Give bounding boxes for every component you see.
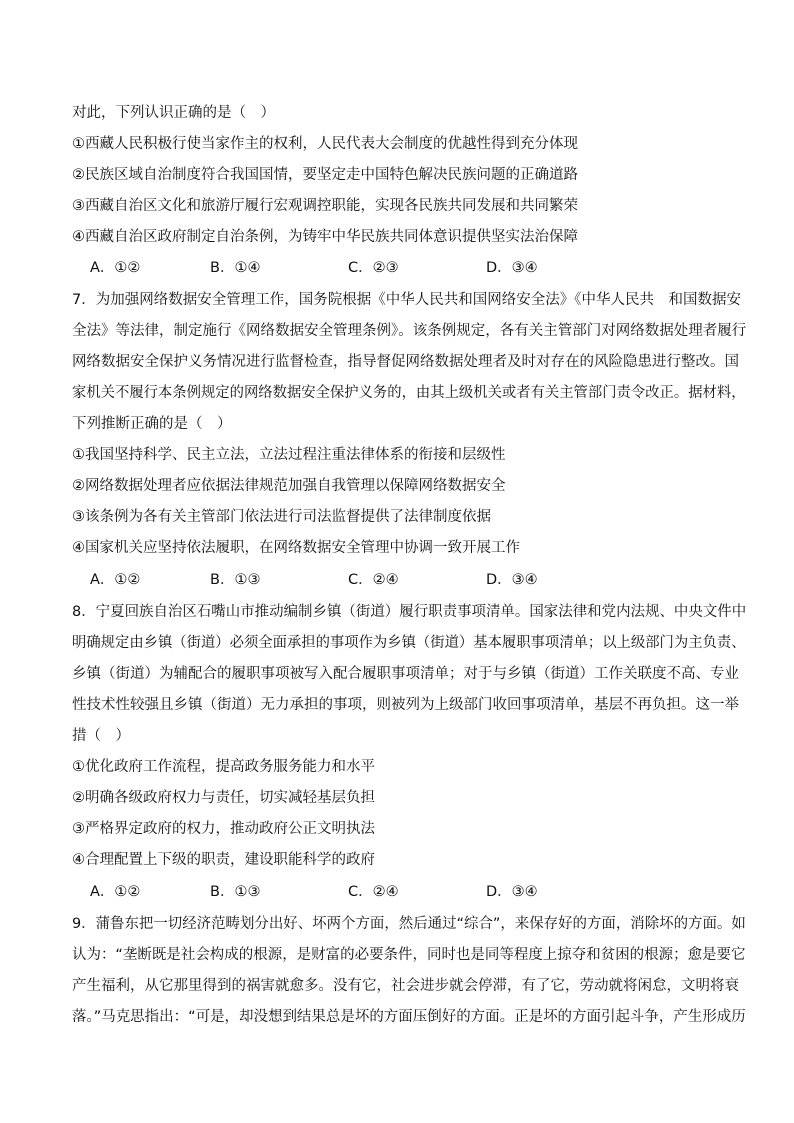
q8-option-4: ④合理配置上下级的职责，建设职能科学的政府: [72, 852, 375, 868]
q7-line-1: 7．为加强网络数据安全管理工作，国务院根据《中华人民共和国网络安全法》《中华人民共 和国数据安: [72, 292, 741, 308]
q7-option-4: ④国家机关应坚持依法履职，在网络数据安全管理中协调一致开展工作: [72, 540, 520, 556]
q6-option-4: ④西藏自治区政府制定自治条例，为铸牢中华民族共同体意识提供坚实法治保障: [72, 229, 578, 245]
q6-choice-d[interactable]: D．③④: [486, 260, 538, 276]
q8-line-3: 乡镇（街道）为辅配合的履职事项被写入配合履职事项清单；对于与乡镇（街道）工作关联度不高、专业: [72, 666, 739, 682]
q6-stem: 对此，下列认识正确的是（ ）: [72, 105, 275, 121]
q8-option-2: ②明确各级政府权力与责任，切实减轻基层负担: [72, 790, 375, 806]
q8-choice-d[interactable]: D．③④: [486, 884, 538, 900]
q7-choice-a[interactable]: A．①②: [90, 572, 141, 588]
q8-choice-b[interactable]: B．①③: [210, 884, 261, 900]
q8-option-1: ①优化政府工作流程，提高政务服务能力和水平: [72, 759, 375, 775]
q7-choice-b[interactable]: B．①③: [210, 572, 261, 588]
q7-line-4: 家机关不履行本条例规定的网络数据安全保护义务的，由其上级机关或者有关主管部门责令改正。据材料，: [72, 385, 746, 401]
q8-choice-a[interactable]: A．①②: [90, 884, 141, 900]
q7-choice-d[interactable]: D．③④: [486, 572, 538, 588]
q7-choice-c[interactable]: C．②④: [348, 572, 399, 588]
q7-option-1: ①我国坚持科学、民主立法，立法过程注重法律体系的衔接和层级性: [72, 447, 506, 463]
q6-choice-c[interactable]: C．②③: [348, 260, 399, 276]
q9-line-3: 产生福利，从它那里得到的祸害就愈多。没有它，社会进步就会停滞，有了它，劳动就将闲怠，文明将衰: [72, 978, 739, 994]
q7-option-3: ③该条例为各有关主管部门依法进行司法监督提供了法律制度依据: [72, 509, 491, 525]
q7-option-2: ②网络数据处理者应依据法律规范加强自我管理以保障网络数据安全: [72, 478, 506, 494]
q8-line-5: 措（ ）: [72, 728, 130, 744]
q6-option-1: ①西藏人民积极行使当家作主的权利，人民代表大会制度的优越性得到充分体现: [72, 136, 578, 152]
q6-choice-b[interactable]: B．①④: [210, 260, 261, 276]
q8-line-1: 8．宁夏回族自治区石嘴山市推动编制乡镇（街道）履行职责事项清单。国家法律和党内法规、中央文件中: [72, 604, 747, 620]
q9-line-4: 落。”马克思指出：“可是，却没想到结果总是坏的方面压倒好的方面。正是坏的方面引起斗争，产生形成历: [72, 1009, 746, 1025]
q9-line-2: 认为：“垄断既是社会构成的根源，是财富的必要条件，同时也是同等程度上掠夺和贫困的根源；愈是要它: [72, 947, 746, 963]
q7-line-3: 网络数据安全保护义务情况进行监督检查，指导督促网络数据处理者及时对存在的风险隐患进行整改。国: [72, 354, 739, 370]
q6-choice-a[interactable]: A．①②: [90, 260, 141, 276]
q7-line-2: 全法》等法律，制定施行《网络数据安全管理条例》。该条例规定，各有关主管部门对网络数据处理者履行: [72, 323, 747, 339]
q8-option-3: ③严格界定政府的权力，推动政府公正文明执法: [72, 821, 375, 837]
q8-line-4: 性技术性较强且乡镇（街道）无力承担的事项，则被列为上级部门收回事项清单，基层不再负担。这一举: [72, 697, 739, 713]
q9-line-1: 9．蒲鲁东把一切经济范畴划分出好、坏两个方面，然后通过“综合”，来保存好的方面，消除坏的方面。如: [72, 916, 746, 932]
q6-option-3: ③西藏自治区文化和旅游厅履行宏观调控职能，实现各民族共同发展和共同繁荣: [72, 198, 578, 214]
q8-choice-c[interactable]: C．②④: [348, 884, 399, 900]
q6-option-2: ②民族区域自治制度符合我国国情，要坚定走中国特色解决民族问题的正确道路: [72, 167, 578, 183]
q7-line-5: 下列推断正确的是（ ）: [72, 416, 232, 432]
q8-line-2: 明确规定由乡镇（街道）必须全面承担的事项作为乡镇（街道）基本履职事项清单；以上级部门为主负责、: [72, 635, 746, 651]
